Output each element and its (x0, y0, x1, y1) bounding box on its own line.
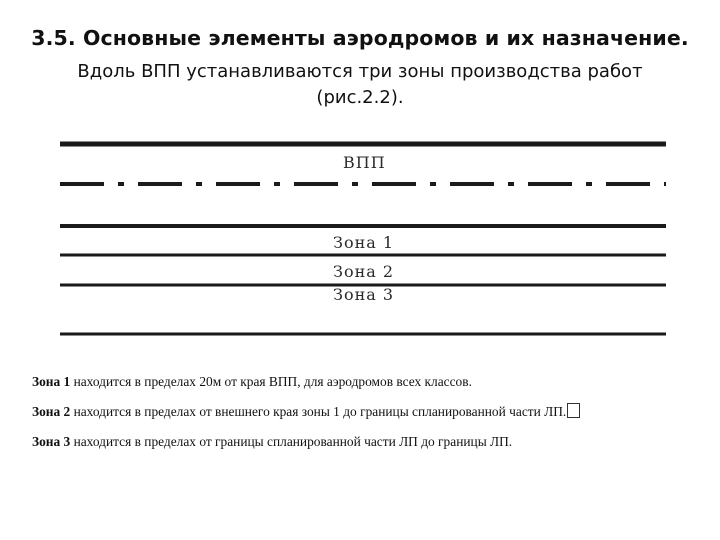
zone-3-label: Зона 3 (333, 285, 395, 304)
missing-glyph-icon (567, 403, 580, 418)
zone-1-lead: Зона 1 (32, 374, 71, 389)
zone-1-text: находится в пределах 20м от края ВПП, для аэродромов всех классов. (70, 374, 472, 389)
slide-title: 3.5. Основные элементы аэродромов и их назначение. (31, 26, 689, 50)
zone-1-label: Зона 1 (333, 233, 395, 252)
zone-2-label: Зона 2 (333, 262, 395, 281)
subtitle-line-2: (рис.2.2). (316, 87, 404, 108)
zone-3-description (32, 434, 702, 450)
runway-label: ВПП (343, 153, 386, 172)
zone-3-text: находится в пределах от границы спланированной части ЛП до границы ЛП. (70, 434, 513, 449)
zone-2-text: находится в пределах от внешнего края зоны 1 до границы спланированной части ЛП. (70, 404, 567, 419)
zone-2-lead: Зона 2 (32, 404, 71, 419)
zone-1-description (32, 374, 702, 390)
zone-3-lead: Зона 3 (32, 434, 71, 449)
subtitle-line-1: Вдоль ВПП устанавливаются три зоны производства работ (77, 61, 643, 82)
zone-2-description (32, 403, 702, 420)
